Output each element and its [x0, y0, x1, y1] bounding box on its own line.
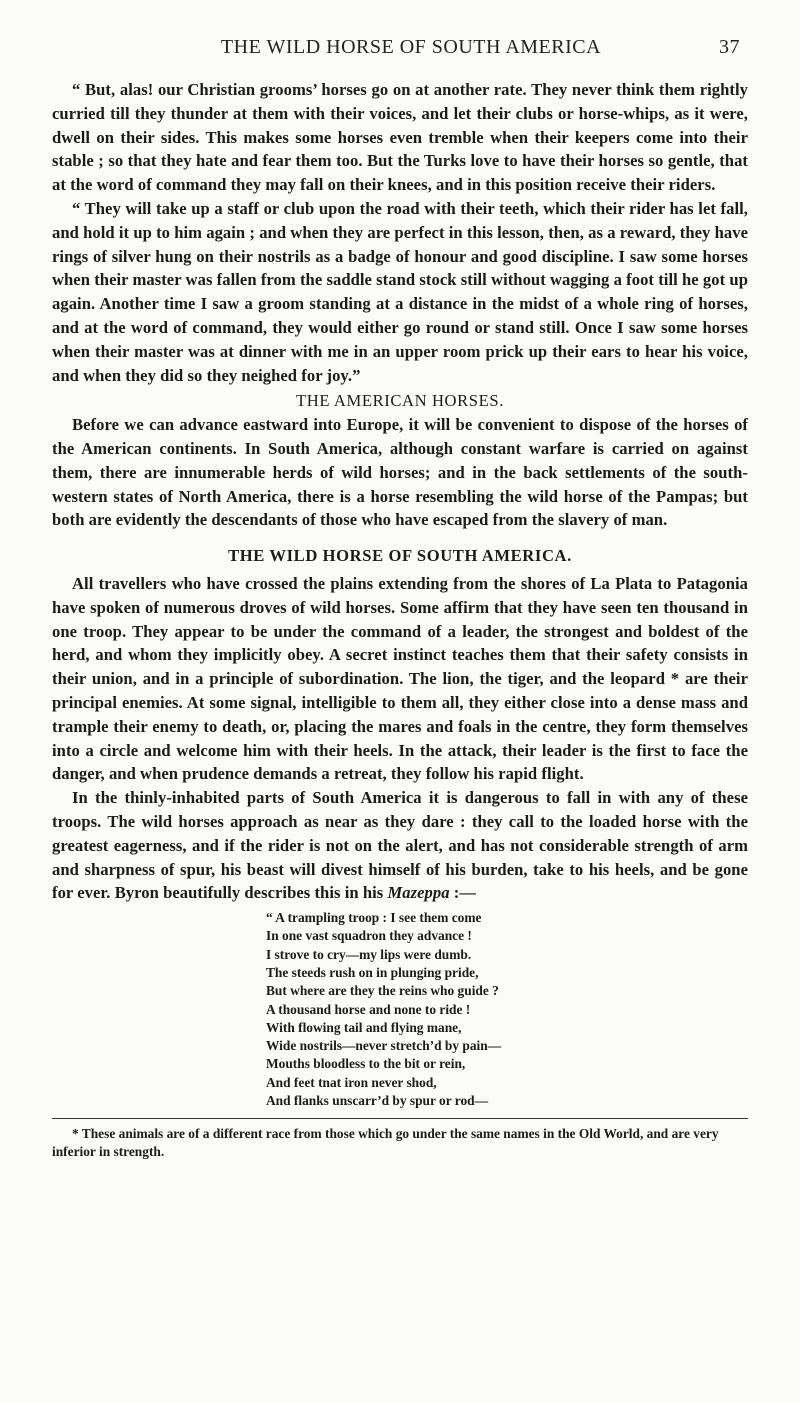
paragraph-staff: “ They will take up a staff or club upon the road with their teeth, which their rider has let fall, and hold it up to him again ; and when they are perfect in this lesson, then, as a reward, they have rings of silver hung on their nostrils as a badge of honour and good discipline. I saw some horses when their master was fallen from the saddle stand stock still without wagging a foot till he got up again. Another time I saw a groom standing at a distance in the midst of a whole ring of horses, and at the word of command, they would either go round or stand still. Once I saw some horses when their master was at dinner with me in an upper room prick up their ears to hear his voice, and when they did so they neighed for joy.” — [52, 198, 748, 385]
work-title-mazeppa: Mazeppa — [387, 883, 450, 903]
section-title-wild-horse: THE WILD HORSE OF SOUTH AMERICA. — [228, 546, 572, 566]
footnote-divider — [52, 1118, 748, 1119]
paragraph-travellers: All travellers who have crossed the plains extending from the shores of La Plata to Patagonia have spoken of numerous droves of wild horses. Some affirm that they have seen ten thousand in one troop. They appear to be under the command of a leader, the strongest and boldest of the herd, and whom they implicitly obey. A secret instinct teaches them that their safety consists in their union, and in a principle of subordination. The lion, the tiger, and the leopard * are their principal enemies. At some signal, intelligible to them all, they either close into a dense mass and trample their enemy to death, or, placing the mares and foals in the centre, they form themselves into a circle and welcome him with their heels. In the attack, their leader is the first to face the danger, and when prudence demands a retreat, they follow his rapid flight. — [52, 573, 748, 784]
paragraph-troops — [52, 786, 748, 905]
verse-line: Wide nostrils—never stretch’d by pain— — [266, 1038, 502, 1054]
section-title-american-horses: THE AMERICAN HORSES. — [296, 391, 504, 411]
verse-line: A thousand horse and none to ride ! — [266, 1001, 471, 1017]
verse-line: But where are they the reins who guide ? — [266, 983, 499, 999]
paragraph-troops-text: In the thinly-inhabited parts of South America it is dangerous to fall in with any of these troops. The wild horses approach as near as they dare : they call to the loaded horse with the greatest eagerness, and if the rider is not on the alert, and has not considerable strength of arm and sharpness of spur, his beast will divest himself of his burden, take to his heels, and be gone for ever. Byron beautifully describes this in his — [52, 788, 748, 903]
footnote: * These animals are of a different race from those which go under the same names in the Old World, and are very inferior in strength. — [52, 1126, 719, 1159]
page-body — [52, 78, 748, 1161]
verse-line: “ A trampling troop : I see them come — [266, 910, 482, 926]
running-title: THE WILD HORSE OF SOUTH AMERICA — [220, 36, 602, 58]
running-head — [52, 36, 740, 66]
verse-line: Mouths bloodless to the bit or rein, — [266, 1056, 466, 1072]
verse-line: In one vast squadron they advance ! — [266, 928, 472, 944]
paragraph-american-horses: Before we can advance eastward into Europe, it will be convenient to dispose of the horses of the American continents. In South America, although constant warfare is carried on against them, there are innumerable herds of wild horses; and in the back settlements of the south-western states of North America, there is a horse resembling the wild horse of the Pampas; but both are evidently the descendants of those who have escaped from the slavery of man. — [52, 415, 748, 530]
paragraph-troops-end: :— — [449, 883, 477, 903]
verse-quotation — [266, 909, 748, 1110]
page-number: 37 — [719, 36, 740, 58]
verse-line: And flanks unscarr’d by spur or rod— — [266, 1093, 488, 1109]
verse-line: With flowing tail and flying mane, — [266, 1019, 462, 1035]
verse-line: And feet tnat iron never shod, — [266, 1074, 437, 1090]
verse-line: The steeds rush on in plunging pride, — [266, 964, 479, 980]
paragraph-grooms: “ But, alas! our Christian grooms’ horses go on at another rate. They never think them rightly curried till they thunder at them with their voices, and let their clubs or horse-whips, as it were, dwell on their sides. This makes some horses even tremble when their keepers come into their stable ; so that they hate and fear them too. But the Turks love to have their horses so gentle, that at the word of command they may fall on their knees, and in this position receive their riders. — [52, 80, 748, 195]
verse-line: I strove to cry—my lips were dumb. — [266, 946, 472, 962]
